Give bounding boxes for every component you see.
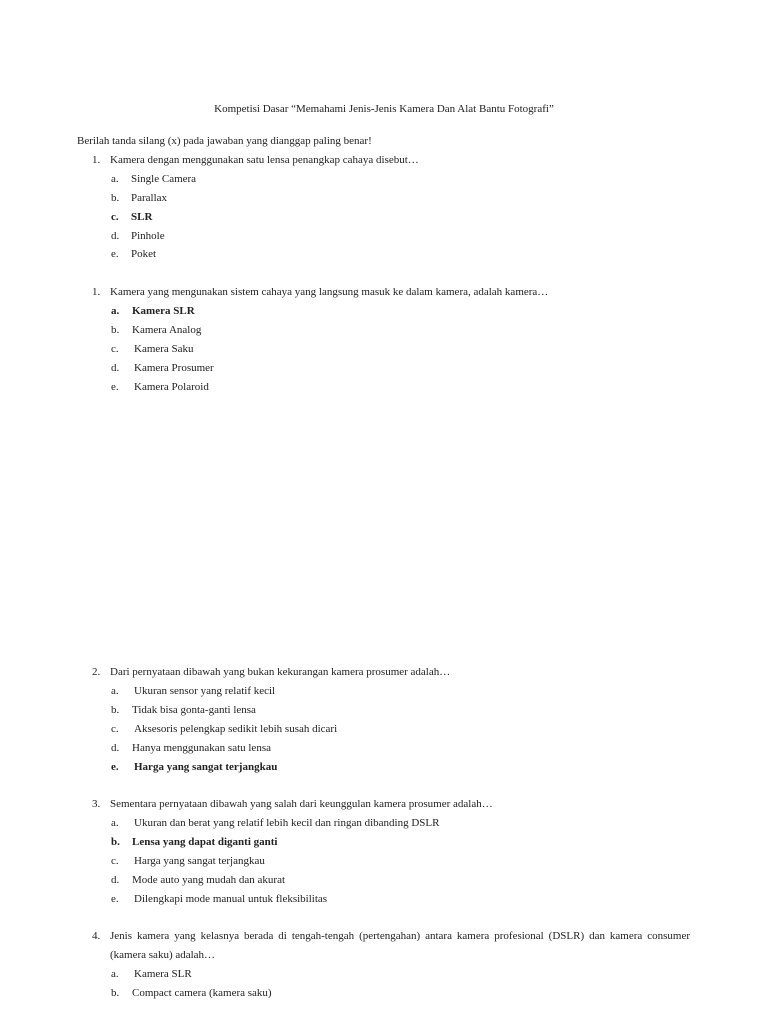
option-text: Ukuran sensor yang relatif kecil <box>134 685 276 697</box>
option-text: Hanya menggunakan satu lensa <box>132 742 271 754</box>
option-text: Kamera Saku <box>134 343 194 355</box>
question-1-text: Kamera dengan menggunakan satu lensa penangkap cahaya disebut… <box>110 154 419 166</box>
option-text: Mode auto yang mudah dan akurat <box>132 874 286 886</box>
option-letter: b. <box>111 192 120 204</box>
option-text-answer: Lensa yang dapat diganti ganti <box>132 836 278 848</box>
option-text: Dilengkapi mode manual untuk fleksibilitas <box>134 893 328 905</box>
option-letter: b. <box>111 704 120 716</box>
option-letter: d. <box>111 362 120 374</box>
option-text-answer: Kamera SLR <box>132 305 195 317</box>
question-4-text: Sementara pernyataan dibawah yang salah dari keunggulan kamera prosumer adalah… <box>110 798 493 810</box>
option-letter-answer: a. <box>111 305 120 317</box>
option-text: Harga yang sangat terjangkau <box>134 855 265 867</box>
question-1-number: 1. <box>92 154 101 166</box>
option-text: Ukuran dan berat yang relatif lebih kecil dan ringan dibanding DSLR <box>134 817 440 829</box>
question-5-number: 4. <box>92 930 101 942</box>
option-text: Kamera Analog <box>132 324 202 336</box>
option-letter: a. <box>111 685 119 697</box>
question-5-text-line1: Jenis kamera yang kelasnya berada di tengah-tengah (pertengahan) antara kamera profesional (DSLR) dan kamera consumer <box>110 930 690 942</box>
option-text: Poket <box>131 248 157 260</box>
question-3-text: Dari pernyataan dibawah yang bukan kekurangan kamera prosumer adalah… <box>110 666 451 678</box>
option-letter: a. <box>111 173 119 185</box>
option-text: Tidak bisa gonta-ganti lensa <box>132 704 256 716</box>
option-letter-answer: c. <box>111 211 119 223</box>
option-letter: d. <box>111 230 120 242</box>
question-4-number: 3. <box>92 798 101 810</box>
option-text: Kamera Prosumer <box>134 362 214 374</box>
option-letter-answer: b. <box>111 836 120 848</box>
option-text: Single Camera <box>131 173 197 185</box>
instruction-text: Berilah tanda silang (x) pada jawaban yang dianggap paling benar! <box>77 135 372 147</box>
option-text: Compact camera (kamera saku) <box>132 987 272 999</box>
option-text: Kamera Polaroid <box>134 381 209 393</box>
option-text-answer: Harga yang sangat terjangkau <box>134 761 278 773</box>
option-text: Kamera SLR <box>134 968 192 980</box>
option-letter: d. <box>111 742 120 754</box>
document-title: Kompetisi Dasar “Memahami Jenis-Jenis Kamera Dan Alat Bantu Fotografi” <box>214 103 554 115</box>
option-letter: a. <box>111 968 119 980</box>
option-letter: e. <box>111 248 119 260</box>
option-letter-answer: e. <box>111 761 119 773</box>
question-2-number: 1. <box>92 286 101 298</box>
option-letter: e. <box>111 893 119 905</box>
option-text: Pinhole <box>131 230 165 242</box>
question-3-number: 2. <box>92 666 101 678</box>
option-letter: b. <box>111 324 120 336</box>
option-letter: d. <box>111 874 120 886</box>
question-5-text-line2: (kamera saku) adalah… <box>110 949 216 961</box>
option-letter: e. <box>111 381 119 393</box>
option-text: Parallax <box>131 192 168 204</box>
option-letter: c. <box>111 723 119 735</box>
option-letter: b. <box>111 987 120 999</box>
option-letter: a. <box>111 817 119 829</box>
option-text: Aksesoris pelengkap sedikit lebih susah dicari <box>134 723 338 735</box>
option-letter: c. <box>111 343 119 355</box>
question-2-text: Kamera yang mengunakan sistem cahaya yang langsung masuk ke dalam kamera, adalah kamera… <box>110 286 549 298</box>
option-text-answer: SLR <box>131 211 153 223</box>
option-letter: c. <box>111 855 119 867</box>
